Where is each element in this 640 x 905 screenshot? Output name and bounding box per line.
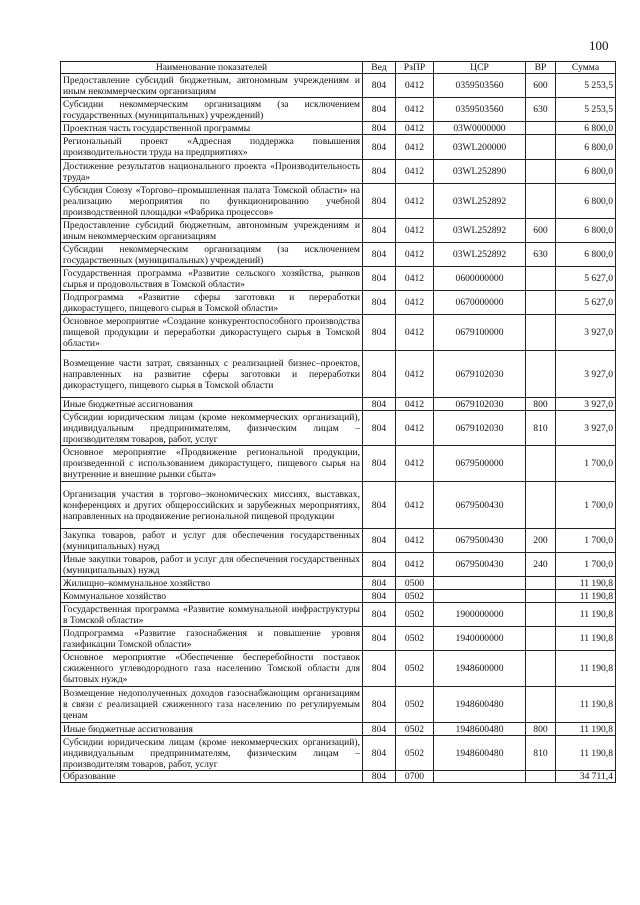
cell-rzpr: 0412 — [396, 267, 434, 291]
table-row — [61, 160, 616, 184]
cell-name: Государственная программа «Развитие коммунальной инфраструктуры в Томской области» — [61, 603, 363, 627]
table-row — [61, 651, 616, 687]
cell-name: Субсидии некоммерческим организациям (за исключением государственных (муниципальных) учреждений) — [61, 243, 363, 267]
cell-rzpr: 0500 — [396, 577, 434, 590]
cell-sum: 5 627,0 — [556, 291, 616, 315]
cell-csr: 0670000000 — [434, 291, 526, 315]
cell-vr — [526, 590, 556, 603]
cell-rzpr: 0412 — [396, 243, 434, 267]
cell-rzpr: 0412 — [396, 98, 434, 122]
cell-csr: 1948600480 — [434, 736, 526, 771]
cell-name: Возмещение недополученных доходов газоснабжающим организациям в связи с реализацией сжиженного газа населению по регулируемым ценам — [61, 687, 363, 723]
cell-csr: 0359503560 — [434, 98, 526, 122]
cell-rzpr: 0502 — [396, 723, 434, 736]
cell-rzpr: 0412 — [396, 529, 434, 553]
table-row — [61, 553, 616, 577]
table-row — [61, 291, 616, 315]
cell-vr — [526, 351, 556, 398]
table-header-row — [61, 62, 616, 74]
table-row — [61, 723, 616, 736]
cell-ved: 804 — [363, 687, 396, 723]
cell-vr: 240 — [526, 553, 556, 577]
cell-name: Государственная программа «Развитие сельского хозяйства, рынков сырья и продовольствия в Томской области» — [61, 267, 363, 291]
table-row — [61, 135, 616, 160]
cell-ved: 804 — [363, 627, 396, 651]
cell-name: Закупка товаров, работ и услуг для обеспечения государственных (муниципальных) нужд — [61, 529, 363, 553]
cell-rzpr: 0502 — [396, 687, 434, 723]
table-row — [61, 736, 616, 771]
cell-name: Организация участия в торгово–экономических миссиях, выставках, конференциях и других общероссийских и зарубежных мероприятиях, направленных на продвижение региональной пищевой продукции — [61, 482, 363, 529]
table-row — [61, 446, 616, 482]
cell-ved: 804 — [363, 577, 396, 590]
cell-ved: 804 — [363, 603, 396, 627]
cell-csr: 03W0000000 — [434, 122, 526, 135]
table-row — [61, 98, 616, 122]
table-row — [61, 482, 616, 529]
cell-csr: 0679500430 — [434, 482, 526, 529]
cell-csr: 1948600480 — [434, 723, 526, 736]
header-name: Наименование показателей — [61, 62, 363, 74]
table-row — [61, 243, 616, 267]
cell-ved: 804 — [363, 351, 396, 398]
cell-name: Иные бюджетные ассигнования — [61, 723, 363, 736]
table-body — [61, 74, 616, 783]
cell-sum: 11 190,8 — [556, 723, 616, 736]
cell-ved: 804 — [363, 771, 396, 783]
cell-ved: 804 — [363, 135, 396, 160]
table-row — [61, 267, 616, 291]
cell-sum: 1 700,0 — [556, 553, 616, 577]
cell-rzpr: 0502 — [396, 651, 434, 687]
cell-csr: 1948600480 — [434, 687, 526, 723]
cell-vr: 600 — [526, 219, 556, 243]
cell-ved: 804 — [363, 184, 396, 219]
cell-rzpr: 0412 — [396, 291, 434, 315]
cell-csr: 1940000000 — [434, 627, 526, 651]
cell-vr: 630 — [526, 243, 556, 267]
cell-sum: 6 800,0 — [556, 160, 616, 184]
cell-ved: 804 — [363, 267, 396, 291]
cell-rzpr: 0502 — [396, 627, 434, 651]
page-number: 100 — [589, 38, 609, 53]
cell-rzpr: 0412 — [396, 74, 434, 98]
cell-sum: 11 190,8 — [556, 603, 616, 627]
cell-sum: 11 190,8 — [556, 577, 616, 590]
cell-csr: 0679500430 — [434, 553, 526, 577]
cell-csr — [434, 590, 526, 603]
table-row — [61, 398, 616, 411]
cell-ved: 804 — [363, 590, 396, 603]
cell-csr: 0679102030 — [434, 398, 526, 411]
cell-name: Региональный проект «Адресная поддержка повышения производительности труда на предприятиях» — [61, 135, 363, 160]
cell-rzpr: 0412 — [396, 351, 434, 398]
cell-ved: 804 — [363, 651, 396, 687]
cell-sum: 6 800,0 — [556, 122, 616, 135]
cell-ved: 804 — [363, 723, 396, 736]
table-row — [61, 577, 616, 590]
cell-csr: 1900000000 — [434, 603, 526, 627]
cell-vr: 800 — [526, 398, 556, 411]
cell-sum: 6 800,0 — [556, 135, 616, 160]
table-row — [61, 315, 616, 351]
cell-sum: 3 927,0 — [556, 315, 616, 351]
header-ved: Вед — [363, 62, 396, 74]
cell-name: Достижение результатов национального проекта «Производительность труда» — [61, 160, 363, 184]
cell-sum: 11 190,8 — [556, 590, 616, 603]
cell-name: Образование — [61, 771, 363, 783]
cell-vr — [526, 687, 556, 723]
cell-rzpr: 0412 — [396, 160, 434, 184]
cell-ved: 804 — [363, 122, 396, 135]
cell-name: Проектная часть государственной программы — [61, 122, 363, 135]
cell-csr: 0679500430 — [434, 529, 526, 553]
cell-sum: 5 253,5 — [556, 74, 616, 98]
cell-vr: 630 — [526, 98, 556, 122]
cell-csr: 03WL252890 — [434, 160, 526, 184]
cell-sum: 5 253,5 — [556, 98, 616, 122]
budget-table — [60, 61, 616, 783]
cell-csr: 03WL252892 — [434, 184, 526, 219]
cell-rzpr: 0412 — [396, 446, 434, 482]
cell-vr — [526, 577, 556, 590]
cell-sum: 1 700,0 — [556, 482, 616, 529]
cell-vr — [526, 122, 556, 135]
cell-vr: 200 — [526, 529, 556, 553]
cell-ved: 804 — [363, 411, 396, 446]
cell-rzpr: 0412 — [396, 553, 434, 577]
cell-ved: 804 — [363, 446, 396, 482]
cell-csr: 03WL252892 — [434, 219, 526, 243]
cell-name: Возмещение части затрат, связанных с реализацией бизнес–проектов, направленных на развитие сферы заготовки и переработки дикорастущего, пищевого сырья в Томской области — [61, 351, 363, 398]
cell-rzpr: 0412 — [396, 122, 434, 135]
table-row — [61, 219, 616, 243]
cell-sum: 3 927,0 — [556, 351, 616, 398]
cell-name: Основное мероприятие «Обеспечение бесперебойности поставок сжиженного углеводородного газа населению Томской области для бытовых нужд» — [61, 651, 363, 687]
cell-csr: 03WL252892 — [434, 243, 526, 267]
cell-name: Жилищно–коммунальное хозяйство — [61, 577, 363, 590]
cell-ved: 804 — [363, 482, 396, 529]
cell-vr — [526, 267, 556, 291]
cell-ved: 804 — [363, 160, 396, 184]
cell-vr — [526, 446, 556, 482]
cell-name: Подпрограмма «Развитие сферы заготовки и переработки дикорастущего, пищевого сырья в Томской области» — [61, 291, 363, 315]
cell-ved: 804 — [363, 98, 396, 122]
cell-rzpr: 0412 — [396, 482, 434, 529]
cell-rzpr: 0412 — [396, 411, 434, 446]
cell-rzpr: 0502 — [396, 736, 434, 771]
cell-csr: 0679100000 — [434, 315, 526, 351]
cell-vr — [526, 482, 556, 529]
cell-name: Предоставление субсидий бюджетным, автономным учреждениям и иным некоммерческим организациям — [61, 219, 363, 243]
cell-ved: 804 — [363, 553, 396, 577]
table-row — [61, 122, 616, 135]
table-row — [61, 351, 616, 398]
cell-name: Иные бюджетные ассигнования — [61, 398, 363, 411]
cell-csr: 0359503560 — [434, 74, 526, 98]
cell-rzpr: 0412 — [396, 184, 434, 219]
cell-vr: 600 — [526, 74, 556, 98]
cell-name: Основное мероприятие «Продвижение региональной продукции, произведенной с использованием дикорастущего, пищевого сырья на внутренние и внешние рынки сбыта» — [61, 446, 363, 482]
cell-name: Основное мероприятие «Создание конкурентоспособного производства пищевой продукции и переработки дикорастущего сырья в Томской области» — [61, 315, 363, 351]
cell-ved: 804 — [363, 315, 396, 351]
cell-sum: 1 700,0 — [556, 446, 616, 482]
cell-rzpr: 0502 — [396, 590, 434, 603]
cell-sum: 6 800,0 — [556, 243, 616, 267]
cell-ved: 804 — [363, 74, 396, 98]
cell-ved: 804 — [363, 398, 396, 411]
cell-vr: 800 — [526, 723, 556, 736]
header-csr: ЦСР — [434, 62, 526, 74]
table-row — [61, 74, 616, 98]
cell-ved: 804 — [363, 291, 396, 315]
cell-vr — [526, 651, 556, 687]
cell-csr: 0679102030 — [434, 351, 526, 398]
cell-vr — [526, 135, 556, 160]
cell-csr — [434, 771, 526, 783]
table-row — [61, 411, 616, 446]
cell-name: Субсидии юридическим лицам (кроме некоммерческих организаций), индивидуальным предпринимателям, физическим лицам – производителям товаров, работ, услуг — [61, 736, 363, 771]
cell-csr — [434, 577, 526, 590]
header-vr: ВР — [526, 62, 556, 74]
cell-vr — [526, 771, 556, 783]
cell-sum: 34 711,4 — [556, 771, 616, 783]
header-sum: Сумма — [556, 62, 616, 74]
cell-csr: 1948600000 — [434, 651, 526, 687]
cell-sum: 6 800,0 — [556, 219, 616, 243]
cell-name: Субсидия Союзу «Торгово–промышленная палата Томской области» на реализацию мероприятия по функционированию учебной производственной площадки «Фабрика процессов» — [61, 184, 363, 219]
cell-csr: 0679500000 — [434, 446, 526, 482]
cell-vr — [526, 315, 556, 351]
table-row — [61, 771, 616, 783]
cell-sum: 6 800,0 — [556, 184, 616, 219]
table-row — [61, 590, 616, 603]
cell-vr — [526, 184, 556, 219]
cell-vr: 810 — [526, 736, 556, 771]
table-row — [61, 687, 616, 723]
cell-sum: 11 190,8 — [556, 651, 616, 687]
cell-rzpr: 0412 — [396, 135, 434, 160]
cell-sum: 11 190,8 — [556, 627, 616, 651]
table-row — [61, 529, 616, 553]
cell-ved: 804 — [363, 736, 396, 771]
cell-name: Коммунальное хозяйство — [61, 590, 363, 603]
cell-vr — [526, 291, 556, 315]
cell-ved: 804 — [363, 529, 396, 553]
header-rzpr: РзПР — [396, 62, 434, 74]
cell-name: Субсидии некоммерческим организациям (за исключением государственных (муниципальных) учреждений) — [61, 98, 363, 122]
table-row — [61, 184, 616, 219]
cell-csr: 0679102030 — [434, 411, 526, 446]
cell-sum: 11 190,8 — [556, 736, 616, 771]
cell-vr — [526, 627, 556, 651]
cell-vr — [526, 603, 556, 627]
table-row — [61, 603, 616, 627]
cell-name: Подпрограмма «Развитие газоснабжения и повышение уровня газификации Томской области» — [61, 627, 363, 651]
cell-ved: 804 — [363, 243, 396, 267]
cell-sum: 1 700,0 — [556, 529, 616, 553]
cell-rzpr: 0412 — [396, 219, 434, 243]
cell-sum: 11 190,8 — [556, 687, 616, 723]
cell-sum: 3 927,0 — [556, 411, 616, 446]
cell-sum: 3 927,0 — [556, 398, 616, 411]
cell-name: Субсидии юридическим лицам (кроме некоммерческих организаций), индивидуальным предпринимателям, физическим лицам – производителям товаров, работ, услуг — [61, 411, 363, 446]
cell-vr — [526, 160, 556, 184]
cell-name: Предоставление субсидий бюджетным, автономным учреждениям и иным некоммерческим организациям — [61, 74, 363, 98]
cell-ved: 804 — [363, 219, 396, 243]
cell-rzpr: 0412 — [396, 398, 434, 411]
table-row — [61, 627, 616, 651]
cell-name: Иные закупки товаров, работ и услуг для обеспечения государственных (муниципальных) нужд — [61, 553, 363, 577]
cell-vr: 810 — [526, 411, 556, 446]
cell-sum: 5 627,0 — [556, 267, 616, 291]
cell-csr: 0600000000 — [434, 267, 526, 291]
cell-rzpr: 0412 — [396, 315, 434, 351]
cell-csr: 03WL200000 — [434, 135, 526, 160]
cell-rzpr: 0700 — [396, 771, 434, 783]
cell-rzpr: 0502 — [396, 603, 434, 627]
